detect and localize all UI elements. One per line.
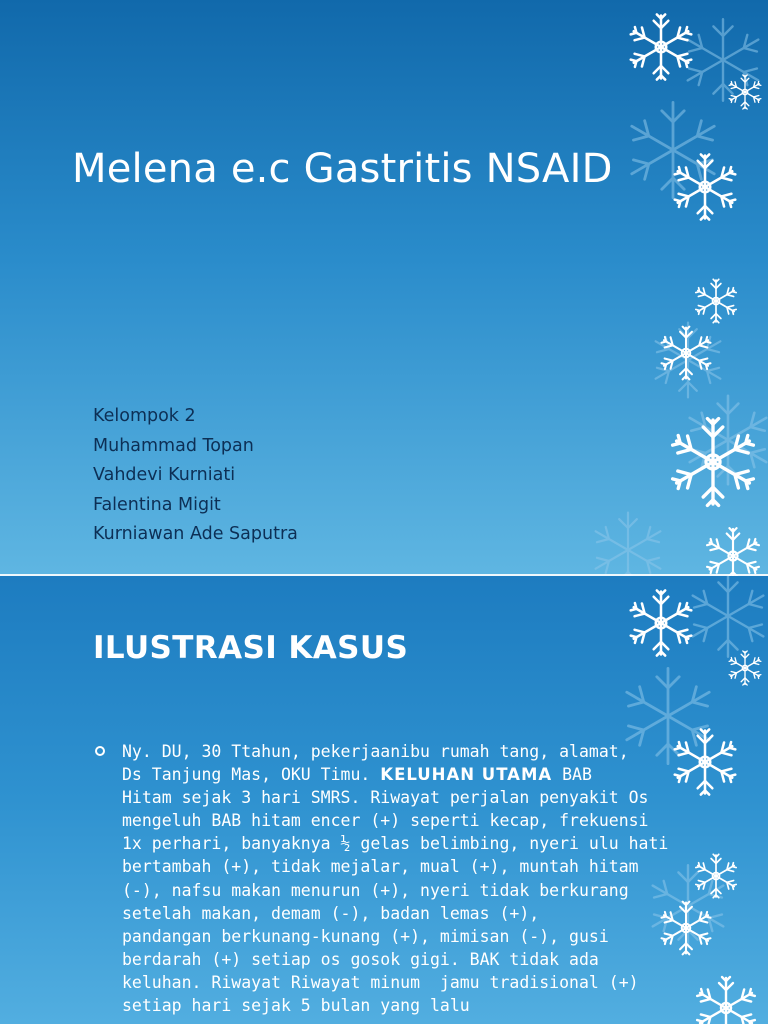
snowflake-icon bbox=[591, 513, 665, 576]
snowflake-icon bbox=[706, 528, 761, 576]
keluhan-utama-label: KELUHAN UTAMA bbox=[380, 765, 553, 785]
author-item: Kurniawan Ade Saputra bbox=[93, 524, 298, 545]
author-item: Falentina Migit bbox=[93, 494, 221, 515]
case-line: Ny. DU, 30 Ttahun, pekerjaanibu rumah tang, alamat, bbox=[122, 742, 629, 761]
case-line: 1x perhari, banyaknya ½ gelas belimbing, nyeri ulu hati bbox=[122, 834, 669, 854]
author-item: Muhammad Topan bbox=[93, 435, 254, 456]
case-line: (-), nafsu makan menurun (+), nyeri tidak berkurang bbox=[122, 880, 629, 900]
snowflake-icon bbox=[688, 576, 768, 657]
case-line: pandangan berkunang-kunang (+), mimisan (-), gusi bbox=[122, 926, 609, 946]
hollow-circle-bullet-icon bbox=[95, 746, 105, 756]
slide-title-text: Melena e.c Gastritis NSAID bbox=[72, 146, 613, 192]
case-line: Hitam sejak 3 hari SMRS. Riwayat perjalan penyakit Os bbox=[122, 788, 649, 808]
author-list bbox=[93, 402, 298, 550]
case-line: setelah makan, demam (-), badan lemas (+), bbox=[122, 903, 540, 923]
snowflake-icon bbox=[673, 729, 737, 794]
snowflake-decoration bbox=[548, 0, 768, 576]
snowflake-icon bbox=[695, 854, 737, 897]
snowflake-icon bbox=[728, 651, 761, 685]
case-paragraph bbox=[122, 740, 682, 1017]
author-item: Kelompok 2 bbox=[93, 406, 196, 426]
slide-heading: ILUSTRASI KASUS bbox=[93, 630, 409, 666]
author-item: Vahdevi Kurniati bbox=[93, 465, 236, 486]
case-line: setiap hari sejak 5 bulan yang lalu bbox=[122, 996, 470, 1016]
snowflake-icon bbox=[695, 279, 737, 322]
snowflake-icon bbox=[696, 977, 757, 1024]
snowflake-icon bbox=[651, 323, 725, 398]
case-line: berdarah (+) setiap os gosok gigi. BAK tidak ada bbox=[122, 949, 599, 969]
case-line: mengeluh BAB hitam encer (+) seperti kecap, frekuensi bbox=[122, 811, 649, 831]
case-line-text: BAB bbox=[562, 765, 592, 785]
case-line-2 bbox=[122, 763, 682, 786]
case-line: bertambah (+), tidak mejalar, mual (+), muntah hitam bbox=[122, 857, 639, 877]
snowflake-icon bbox=[629, 590, 693, 655]
snowflake-icon bbox=[629, 14, 693, 79]
case-line-text: Ds Tanjung Mas, OKU Timu. bbox=[122, 765, 371, 785]
case-line: keluhan. Riwayat Riwayat minum jamu tradisional (+) bbox=[122, 972, 639, 992]
